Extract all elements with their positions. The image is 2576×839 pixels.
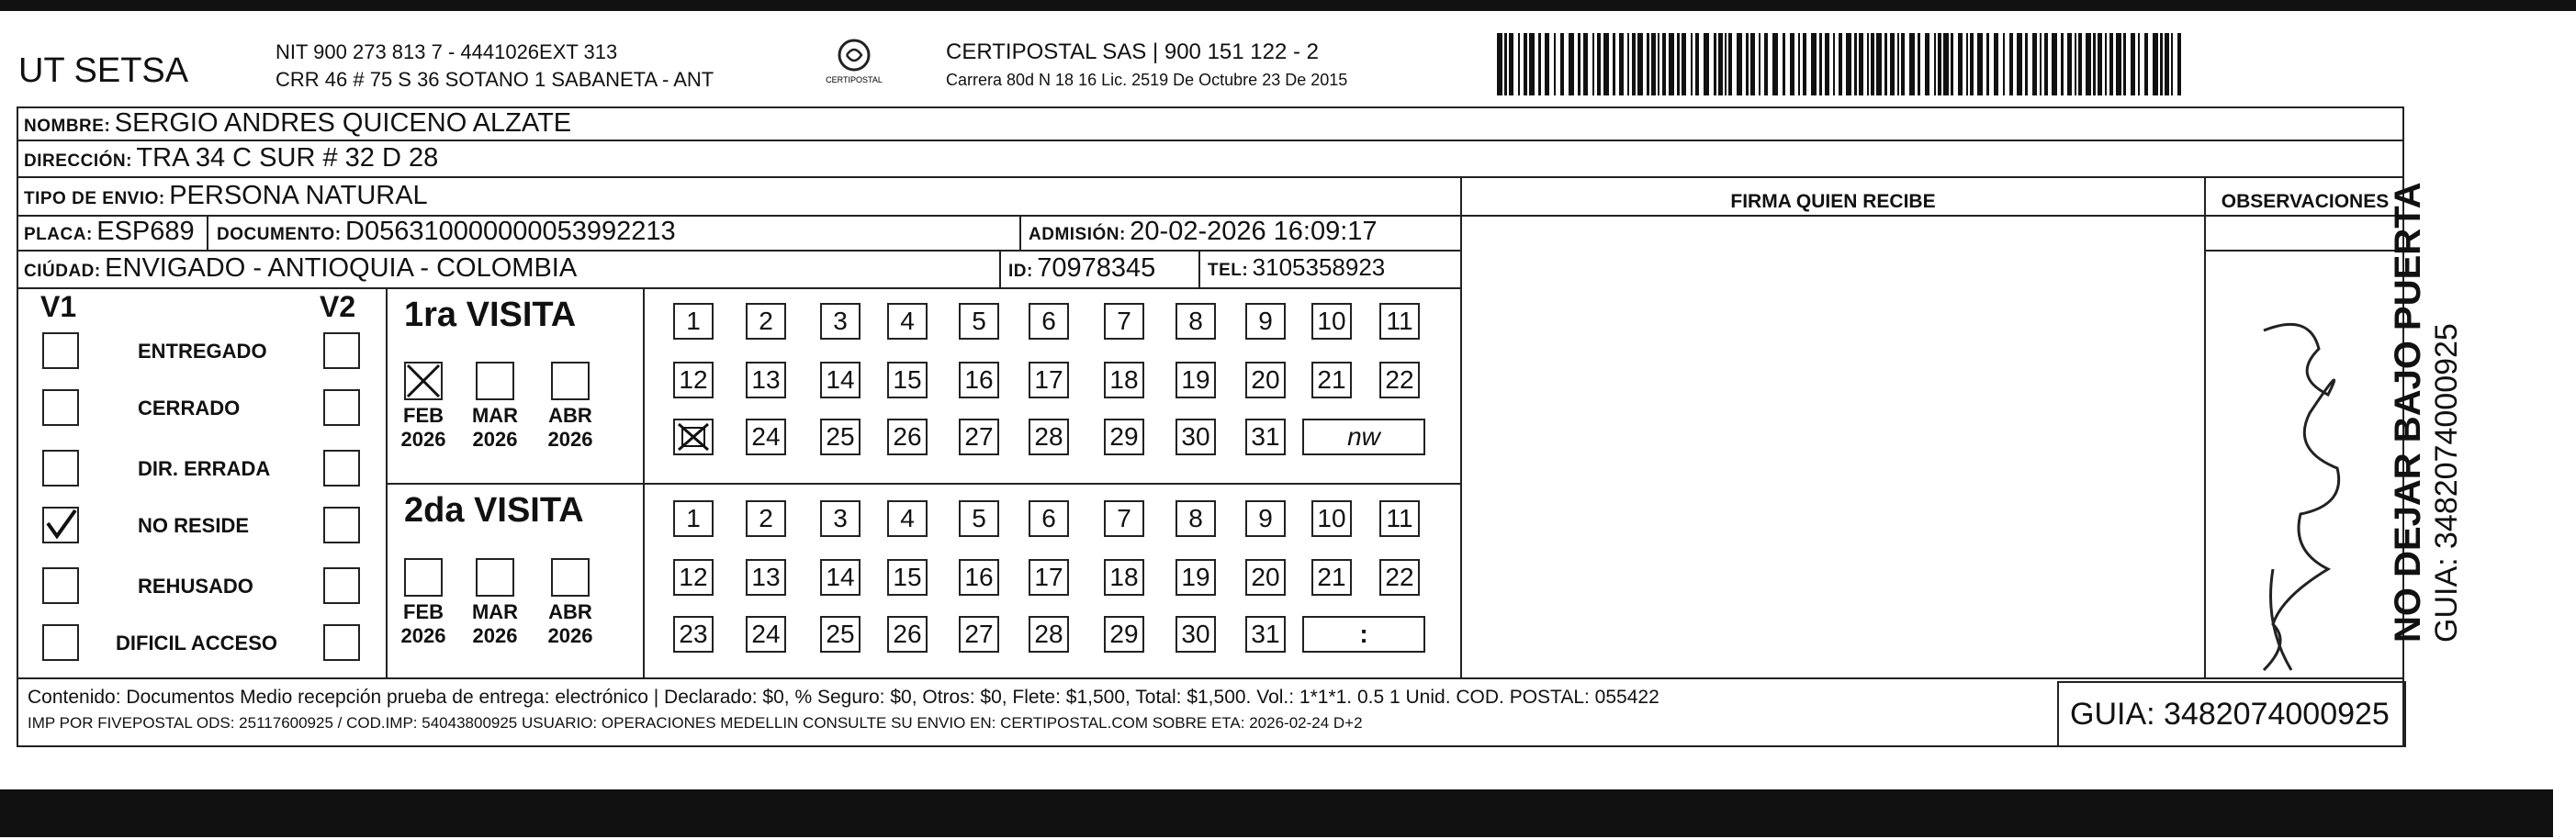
day-box[interactable]: 30 [1176,419,1216,455]
guia-number: GUIA: 3482074000925 [2057,681,2406,747]
day-box[interactable]: 31 [1245,616,1286,653]
day-box[interactable]: 9 [1245,303,1286,340]
day-box[interactable]: 24 [746,419,786,455]
divider [2204,176,2206,677]
side-guia: GUIA: 3482074000925 [2429,323,2464,643]
day-box[interactable]: 29 [1104,616,1144,653]
v1-checkbox[interactable] [42,567,79,604]
divider [2204,250,2404,252]
divider [1198,250,1200,287]
placa-value: ESP689 [96,217,195,246]
v2-checkbox[interactable] [323,567,360,604]
day-box[interactable]: 4 [887,303,928,340]
day-box[interactable]: 14 [820,559,861,596]
address-line: CRR 46 # 75 S 36 SOTANO 1 SABANETA - ANT [276,68,714,91]
certipostal-logo [822,35,886,99]
day-box[interactable]: 19 [1176,559,1216,596]
company-nit-block [276,39,714,94]
nombre-value: SERGIO ANDRES QUICENO ALZATE [114,108,572,138]
placa-field [24,217,195,247]
month-checkbox-abr[interactable] [551,558,590,597]
day-box[interactable]: 22 [1379,362,1420,398]
tel-field [1208,253,1385,282]
month-name: FEB [403,404,444,427]
firma-header: FIRMA QUIEN RECIBE [1730,191,1936,212]
day-box[interactable]: 11 [1379,303,1420,340]
month-checkbox-abr[interactable] [551,362,590,400]
day-box[interactable]: 12 [673,362,714,398]
tipo-label: TIPO DE ENVIO: [24,189,165,208]
ciudad-value: ENVIGADO - ANTIOQUIA - COLOMBIA [105,253,578,283]
month-year: 2026 [547,624,593,647]
day-box[interactable]: 28 [1029,616,1069,653]
day-box[interactable]: 25 [820,419,861,455]
day-box[interactable]: 26 [887,616,928,653]
nombre-row [24,108,571,139]
v1-checkbox[interactable] [42,332,79,369]
top-border-bar [0,0,2576,11]
divider [17,176,2404,178]
day-box[interactable]: 13 [746,559,786,596]
day-box[interactable]: 31 [1245,419,1286,455]
day-box[interactable]: 4 [887,500,928,537]
day-box[interactable]: 7 [1104,303,1144,340]
day-box[interactable]: 6 [1029,500,1069,537]
day-box[interactable]: 27 [959,419,999,455]
time-field[interactable]: nw [1302,419,1425,455]
month-year: 2026 [547,428,593,451]
direccion-row [24,143,438,173]
observaciones-header: OBSERVACIONES [2221,191,2390,212]
day-box[interactable]: 5 [959,500,999,537]
documento-label: DOCUMENTO: [217,225,342,244]
check-mark-icon [44,509,77,542]
v1-checkbox[interactable] [42,389,79,426]
day-box[interactable]: 3 [820,303,861,340]
second-visit-title: 2da VISITA [404,491,584,530]
v2-checkbox[interactable] [323,389,360,426]
day-box[interactable] [673,419,714,455]
v2-checkbox[interactable] [323,450,360,487]
bottom-border-bar [0,789,2553,837]
day-box[interactable]: 19 [1176,362,1216,398]
day-box[interactable]: 23 [673,616,714,653]
month-checkbox-feb[interactable] [404,362,443,400]
month-year: 2026 [472,624,518,647]
admision-value: 20-02-2026 16:09:17 [1130,217,1378,246]
day-box[interactable]: 8 [1176,303,1216,340]
tipo-value: PERSONA NATURAL [169,181,428,210]
certipostal-info [946,39,1347,94]
day-box[interactable]: 13 [746,362,786,398]
documento-value: D056310000000053992213 [345,217,676,246]
divider [386,287,388,677]
tel-label: TEL: [1208,261,1249,280]
company-name: UT SETSA [18,51,189,90]
divider [17,677,2404,679]
nit-line: NIT 900 273 813 7 - 4441026EXT 313 [276,40,618,63]
first-visit-title: 1ra VISITA [404,296,577,334]
x-mark-icon [406,364,441,398]
admision-field [1029,217,1378,247]
divider [17,287,1460,289]
logo-text: CERTIPOSTAL [826,75,883,84]
ciudad-label: CIÚDAD: [24,262,101,281]
day-box[interactable]: 1 [673,303,714,340]
day-box[interactable]: 20 [1245,559,1286,596]
tipo-row [24,181,428,211]
day-box[interactable]: 26 [887,419,928,455]
day-box[interactable]: 8 [1176,500,1216,537]
ciudad-row [24,253,577,284]
day-box[interactable]: 10 [1311,303,1352,340]
day-box[interactable]: 9 [1245,500,1286,537]
v1-checkbox[interactable] [42,450,79,487]
admision-label: ADMISIÓN: [1029,225,1126,244]
day-box[interactable]: 7 [1104,500,1144,537]
print-info-line: IMP POR FIVEPOSTAL ODS: 25117600925 / COD.IMP: 54043800925 USUARIO: OPERACIONES MEDELLIN CONSULTE SU ENVIO EN: CERTIPOSTAL.COM SOBRE ETA: 2026-02-24 D+2 [28,714,1363,732]
documento-field [217,217,676,247]
month-year: 2026 [472,428,518,451]
day-box[interactable]: 11 [1379,500,1420,537]
day-box[interactable]: 15 [887,559,928,596]
direccion-label: DIRECCIÓN: [24,151,132,171]
certipostal-nit: CERTIPOSTAL SAS | 900 151 122 - 2 [946,39,1319,64]
handwritten-signature [2209,294,2392,679]
month-name: MAR [471,404,519,427]
day-box[interactable]: 3 [820,500,861,537]
day-box[interactable]: 22 [1379,559,1420,596]
contents-line: Contenido: Documentos Medio recepción prueba de entrega: electrónico | Declarado: $0, % Seguro: $0, Otros: $0, Flete: $1,500, Total: $1,500. Vol.: 1*1*1. 0.5 1 Unid. COD. POSTAL: 055422 [28,687,1659,708]
day-box[interactable]: 28 [1029,419,1069,455]
divider [207,215,208,250]
time-field[interactable]: : [1302,616,1425,653]
divider [643,287,645,677]
id-label: ID: [1008,262,1033,281]
day-box[interactable]: 17 [1029,559,1069,596]
month-label [543,600,598,648]
day-box[interactable]: 2 [746,303,786,340]
certipostal-license: Carrera 80d N 18 16 Lic. 2519 De Octubre 23 De 2015 [946,71,1348,89]
month-name: FEB [403,600,444,623]
divider [17,140,2404,141]
side-notice [2388,182,2465,643]
day-box[interactable]: 25 [820,616,861,653]
placa-label: PLACA: [24,225,93,244]
no-dejar-notice: NO DEJAR BAJO PUERTA [2388,182,2428,643]
id-value: 70978345 [1037,253,1156,283]
divider [999,250,1001,287]
status-option-label: DIFICIL ACCESO [116,632,278,654]
v2-checkbox[interactable] [323,624,360,661]
month-checkbox-mar[interactable] [476,362,514,400]
divider [17,250,1460,252]
barcode [1497,33,2186,95]
day-box[interactable]: 24 [746,616,786,653]
month-label [396,404,451,452]
day-box[interactable]: 16 [959,559,999,596]
status-option-label: REHUSADO [138,575,253,598]
v1-checkbox[interactable] [42,507,79,543]
day-box[interactable]: 16 [959,362,999,398]
day-box[interactable]: 5 [959,303,999,340]
day-box[interactable]: 14 [820,362,861,398]
day-box[interactable]: 18 [1104,559,1144,596]
month-name: ABR [548,600,592,623]
id-field [1008,253,1155,284]
day-box[interactable]: 12 [673,559,714,596]
status-option-label: DIR. ERRADA [138,457,271,480]
status-option-label: ENTREGADO [138,340,267,363]
month-checkbox-mar[interactable] [476,558,514,597]
day-box[interactable]: 21 [1311,559,1352,596]
status-option-label: NO RESIDE [138,514,250,537]
month-label [467,404,523,452]
divider [386,483,1460,485]
month-year: 2026 [400,428,446,451]
day-box[interactable]: 6 [1029,303,1069,340]
day-box[interactable]: 20 [1245,362,1286,398]
v2-header: V2 [320,290,356,323]
divider [1019,215,1021,250]
x-mark-icon [675,420,712,453]
month-year: 2026 [400,624,446,647]
status-option-label: CERRADO [138,397,241,420]
day-box[interactable]: 1 [673,500,714,537]
v1-header: V1 [40,290,77,323]
day-box[interactable]: 17 [1029,362,1069,398]
month-label [396,600,451,648]
day-box[interactable]: 27 [959,616,999,653]
tel-value: 3105358923 [1252,253,1386,281]
v2-checkbox[interactable] [323,507,360,543]
month-name: ABR [548,404,592,427]
nombre-label: NOMBRE: [24,117,111,136]
v1-checkbox[interactable] [42,624,79,661]
month-label [543,404,598,452]
v2-checkbox[interactable] [323,332,360,369]
day-box[interactable]: 30 [1176,616,1216,653]
divider [1460,176,1462,677]
day-box[interactable]: 2 [746,500,786,537]
day-box[interactable]: 10 [1311,500,1352,537]
direccion-value: TRA 34 C SUR # 32 D 28 [136,143,439,173]
day-box[interactable]: 29 [1104,419,1144,455]
day-box[interactable]: 21 [1311,362,1352,398]
month-checkbox-feb[interactable] [404,558,443,597]
day-box[interactable]: 15 [887,362,928,398]
month-label [467,600,523,648]
month-name: MAR [471,600,519,623]
day-box[interactable]: 18 [1104,362,1144,398]
